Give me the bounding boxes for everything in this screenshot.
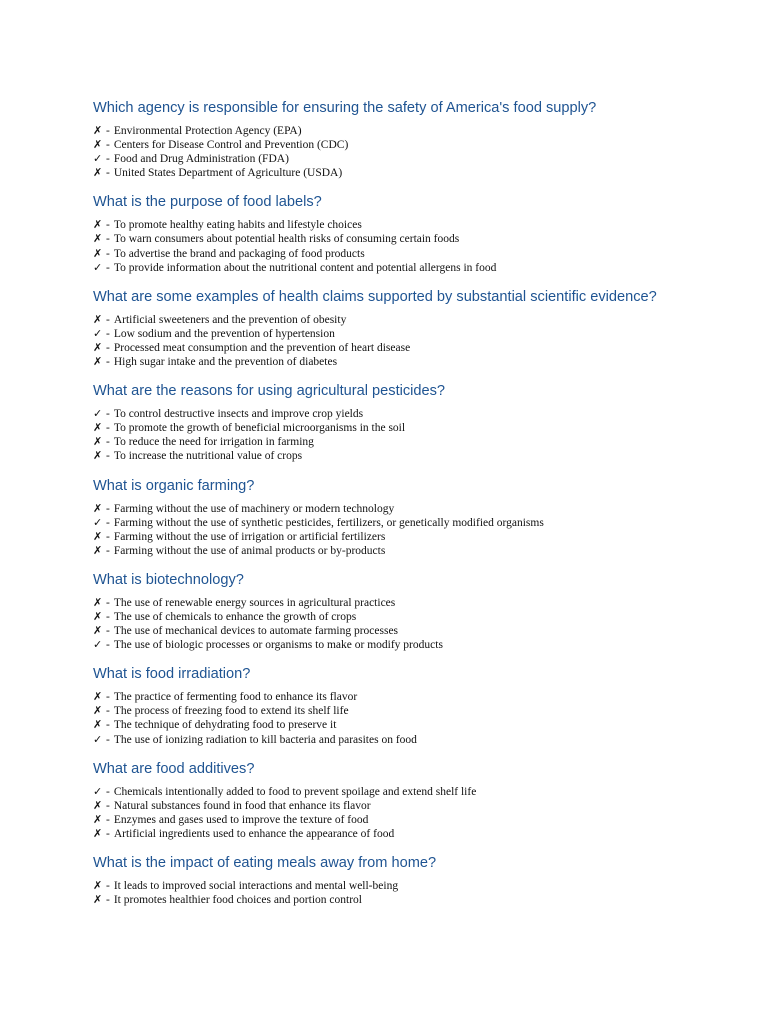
cross-mark-icon: ✗	[93, 124, 103, 137]
answer-text: To promote the growth of beneficial microorganisms in the soil	[113, 422, 406, 435]
answer-separator: -	[106, 719, 110, 732]
answer-item	[93, 610, 693, 624]
question-heading: What are some examples of health claims supported by substantial scientific evidence?	[93, 288, 657, 305]
question-heading: What are food additives?	[93, 760, 255, 777]
check-mark-icon: ✓	[93, 326, 103, 340]
answer-text: To increase the nutritional value of crops	[113, 450, 303, 463]
question-section	[93, 194, 693, 274]
question-section	[93, 478, 693, 558]
cross-mark-icon: ✗	[93, 312, 103, 326]
answer-text: Food and Drug Administration (FDA)	[113, 153, 289, 166]
answer-list	[93, 596, 693, 652]
cross-mark-icon: ✗	[93, 704, 103, 718]
quiz-document	[93, 100, 693, 921]
cross-mark-icon: ✗	[93, 812, 103, 826]
question-section	[93, 289, 693, 369]
cross-mark-icon: ✗	[93, 340, 103, 354]
answer-text: To reduce the need for irrigation in farming	[113, 436, 314, 449]
answer-separator: -	[106, 502, 110, 515]
answer-item	[93, 407, 693, 421]
check-mark-icon: ✓	[93, 407, 103, 421]
answer-item	[93, 596, 693, 610]
answer-separator: -	[106, 705, 110, 718]
answer-list	[93, 313, 693, 369]
answer-separator: -	[106, 691, 110, 704]
cross-mark-icon: ✗	[93, 529, 103, 543]
question-section	[93, 761, 693, 841]
answer-text: The use of ionizing radiation to kill bacteria and parasites on food	[113, 733, 417, 746]
answer-separator: -	[106, 733, 110, 746]
answer-separator: -	[106, 233, 110, 246]
answer-item	[93, 341, 693, 355]
answer-text: The use of chemicals to enhance the growth of crops	[113, 610, 357, 623]
answer-text: Chemicals intentionally added to food to prevent spoilage and extend shelf life	[113, 785, 477, 798]
answer-text: The use of renewable energy sources in agricultural practices	[113, 596, 396, 609]
answer-separator: -	[106, 827, 110, 840]
answer-text: To advertise the brand and packaging of food products	[113, 247, 365, 260]
answer-separator: -	[106, 785, 110, 798]
answer-separator: -	[106, 125, 110, 137]
check-mark-icon: ✓	[93, 784, 103, 798]
answer-text: The use of mechanical devices to automate farming processes	[113, 625, 399, 638]
question-heading: What is biotechnology?	[93, 571, 244, 588]
answer-separator: -	[106, 422, 110, 435]
cross-mark-icon: ✗	[93, 826, 103, 840]
answer-list	[93, 407, 693, 463]
answer-list	[93, 218, 693, 274]
answer-item	[93, 247, 693, 261]
question-heading: What is organic farming?	[93, 477, 255, 494]
question-section	[93, 100, 693, 180]
answer-separator: -	[106, 436, 110, 449]
cross-mark-icon: ✗	[93, 501, 103, 515]
answer-item	[93, 785, 693, 799]
check-mark-icon: ✓	[93, 638, 103, 652]
answer-text: To provide information about the nutritional content and potential allergens in food	[113, 261, 497, 274]
answer-text: The process of freezing food to extend its shelf life	[113, 705, 349, 718]
cross-mark-icon: ✗	[93, 232, 103, 246]
check-mark-icon: ✓	[93, 152, 103, 166]
answer-item	[93, 124, 693, 138]
answer-item	[93, 355, 693, 369]
answer-item	[93, 530, 693, 544]
check-mark-icon: ✓	[93, 260, 103, 274]
answer-item	[93, 313, 693, 327]
question-heading: What are the reasons for using agricultural pesticides?	[93, 383, 446, 400]
answer-item	[93, 827, 693, 841]
answer-item	[93, 421, 693, 435]
answer-text: United States Department of Agriculture (USDA)	[113, 167, 343, 180]
cross-mark-icon: ✗	[93, 609, 103, 623]
answer-text: Farming without the use of synthetic pesticides, fertilizers, or genetically modified organisms	[113, 516, 544, 529]
answer-text: Low sodium and the prevention of hypertension	[113, 327, 335, 340]
answer-item	[93, 733, 693, 747]
answer-text: To promote healthy eating habits and lifestyle choices	[113, 219, 362, 232]
answer-separator: -	[106, 356, 110, 369]
answer-separator: -	[106, 516, 110, 529]
cross-mark-icon: ✗	[93, 879, 103, 892]
question-heading: What is the purpose of food labels?	[93, 194, 322, 211]
answer-text: The practice of fermenting food to enhance its flavor	[113, 691, 358, 704]
cross-mark-icon: ✗	[93, 690, 103, 704]
cross-mark-icon: ✗	[93, 624, 103, 638]
answer-separator: -	[106, 408, 110, 421]
answer-list	[93, 502, 693, 558]
question-section	[93, 572, 693, 652]
cross-mark-icon: ✗	[93, 246, 103, 260]
answer-separator: -	[106, 813, 110, 826]
cross-mark-icon: ✗	[93, 798, 103, 812]
answer-text: Farming without the use of machinery or modern technology	[113, 502, 395, 515]
answer-item	[93, 327, 693, 341]
answer-item	[93, 516, 693, 530]
answer-text: Natural substances found in food that enhance its flavor	[113, 799, 371, 812]
answer-separator: -	[106, 313, 110, 326]
question-heading: What is food irradiation?	[93, 666, 251, 683]
answer-separator: -	[106, 894, 110, 907]
answer-item	[93, 718, 693, 732]
answer-text: The use of biologic processes or organisms to make or modify products	[113, 639, 443, 652]
answer-item	[93, 138, 693, 152]
answer-text: To control destructive insects and improve crop yields	[113, 408, 364, 421]
answer-item	[93, 261, 693, 275]
cross-mark-icon: ✗	[93, 449, 103, 463]
question-section	[93, 383, 693, 463]
question-section	[93, 666, 693, 746]
answer-item	[93, 502, 693, 516]
answer-item	[93, 638, 693, 652]
answer-separator: -	[106, 327, 110, 340]
answer-separator: -	[106, 639, 110, 652]
answer-separator: -	[106, 167, 110, 180]
answer-separator: -	[106, 219, 110, 232]
question-section	[93, 855, 693, 907]
answer-list	[93, 124, 693, 180]
cross-mark-icon: ✗	[93, 595, 103, 609]
answer-item	[93, 166, 693, 180]
answer-item	[93, 704, 693, 718]
cross-mark-icon: ✗	[93, 138, 103, 152]
answer-text: High sugar intake and the prevention of diabetes	[113, 356, 338, 369]
answer-separator: -	[106, 153, 110, 166]
answer-item	[93, 435, 693, 449]
answer-text: It leads to improved social interactions and mental well-being	[113, 880, 399, 892]
answer-separator: -	[106, 880, 110, 892]
answer-text: It promotes healthier food choices and portion control	[113, 894, 362, 907]
cross-mark-icon: ✗	[93, 893, 103, 907]
answer-item	[93, 893, 693, 907]
answer-separator: -	[106, 530, 110, 543]
answer-separator: -	[106, 596, 110, 609]
answer-separator: -	[106, 341, 110, 354]
answer-item	[93, 152, 693, 166]
question-heading: What is the impact of eating meals away from home?	[93, 855, 437, 871]
answer-text: Farming without the use of animal products or by-products	[113, 544, 386, 557]
answer-text: Enzymes and gases used to improve the texture of food	[113, 813, 369, 826]
answer-separator: -	[106, 625, 110, 638]
answer-list	[93, 690, 693, 746]
answer-separator: -	[106, 139, 110, 152]
question-heading: Which agency is responsible for ensuring the safety of America's food supply?	[93, 100, 597, 116]
answer-separator: -	[106, 610, 110, 623]
answer-separator: -	[106, 247, 110, 260]
answer-text: The technique of dehydrating food to preserve it	[113, 719, 337, 732]
answer-list	[93, 879, 693, 907]
answer-text: Environmental Protection Agency (EPA)	[113, 125, 302, 137]
answer-text: Centers for Disease Control and Prevention (CDC)	[113, 139, 349, 152]
answer-text: Artificial ingredients used to enhance the appearance of food	[113, 827, 395, 840]
answer-text: Artificial sweeteners and the prevention of obesity	[113, 313, 347, 326]
cross-mark-icon: ✗	[93, 218, 103, 232]
answer-separator: -	[106, 261, 110, 274]
check-mark-icon: ✓	[93, 732, 103, 746]
answer-item	[93, 232, 693, 246]
cross-mark-icon: ✗	[93, 435, 103, 449]
answer-item	[93, 813, 693, 827]
answer-text: Farming without the use of irrigation or artificial fertilizers	[113, 530, 386, 543]
answer-item	[93, 879, 693, 893]
cross-mark-icon: ✗	[93, 543, 103, 557]
answer-item	[93, 449, 693, 463]
answer-item	[93, 799, 693, 813]
answer-list	[93, 785, 693, 841]
cross-mark-icon: ✗	[93, 421, 103, 435]
answer-item	[93, 690, 693, 704]
answer-separator: -	[106, 450, 110, 463]
answer-text: To warn consumers about potential health risks of consuming certain foods	[113, 233, 460, 246]
check-mark-icon: ✓	[93, 515, 103, 529]
cross-mark-icon: ✗	[93, 718, 103, 732]
cross-mark-icon: ✗	[93, 166, 103, 180]
answer-separator: -	[106, 544, 110, 557]
answer-item	[93, 624, 693, 638]
answer-item	[93, 218, 693, 232]
cross-mark-icon: ✗	[93, 355, 103, 369]
answer-text: Processed meat consumption and the prevention of heart disease	[113, 341, 411, 354]
answer-separator: -	[106, 799, 110, 812]
answer-item	[93, 544, 693, 558]
